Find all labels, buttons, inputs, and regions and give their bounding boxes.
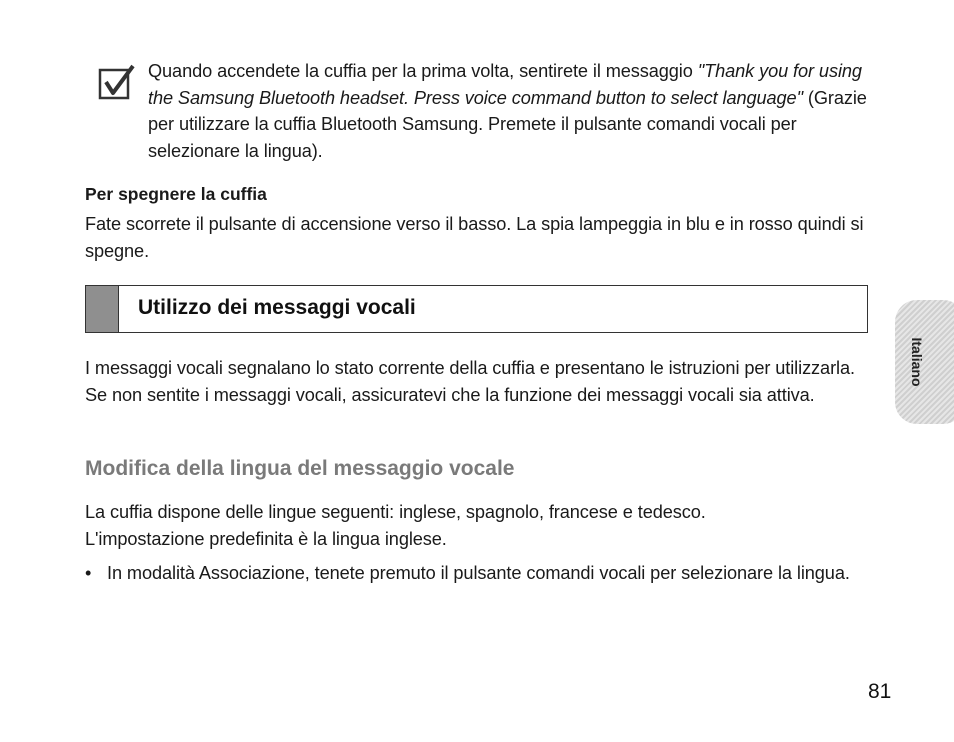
- note-text-after: (Grazie per utilizzare la cuffia Bluetooth Samsung. Premete il pulsante comandi vocali per selezionare la lingua).: [148, 87, 867, 161]
- checkmark-box-icon: [98, 64, 136, 102]
- page-number: 81: [868, 680, 892, 703]
- note-text-before: Quando accendete la cuffia per la prima volta, sentirete il messaggio: [148, 61, 698, 81]
- language-side-tab: [895, 300, 954, 424]
- voice-intro-paragraph: I messaggi vocali segnalano lo stato corrente della cuffia e presentano le istruzioni per utilizzarla. Se non sentite i messaggi vocali, assicuratevi che la funzione dei messaggi vocali sia attiva.: [85, 358, 855, 405]
- language-line-2: L'impostazione predefinita è la lingua inglese.: [85, 528, 447, 549]
- language-heading: Modifica della lingua del messaggio vocale: [85, 457, 515, 480]
- section-header-tab: [86, 286, 119, 332]
- language-line-1: La cuffia dispone delle lingue seguenti: inglese, spagnolo, francese e tedesco.: [85, 502, 706, 522]
- power-off-body: Fate scorrete il pulsante di accensione verso il basso. La spia lampeggia in blu e in rosso quindi si spegne.: [85, 214, 864, 261]
- section-header: [85, 285, 868, 333]
- bullet-marker: •: [85, 563, 92, 583]
- language-paragraph: [85, 499, 865, 552]
- bullet-text: In modalità Associazione, tenete premuto il pulsante comandi vocali per selezionare la lingua.: [107, 563, 850, 583]
- note-text: [148, 58, 868, 164]
- note-italic-message: "Thank you for using the Samsung Bluetooth headset. Press voice command button to select language": [148, 61, 862, 108]
- section-title: Utilizzo dei messaggi vocali: [138, 296, 416, 319]
- power-off-heading: Per spegnere la cuffia: [85, 184, 267, 204]
- side-tab-label: Italiano: [909, 337, 925, 387]
